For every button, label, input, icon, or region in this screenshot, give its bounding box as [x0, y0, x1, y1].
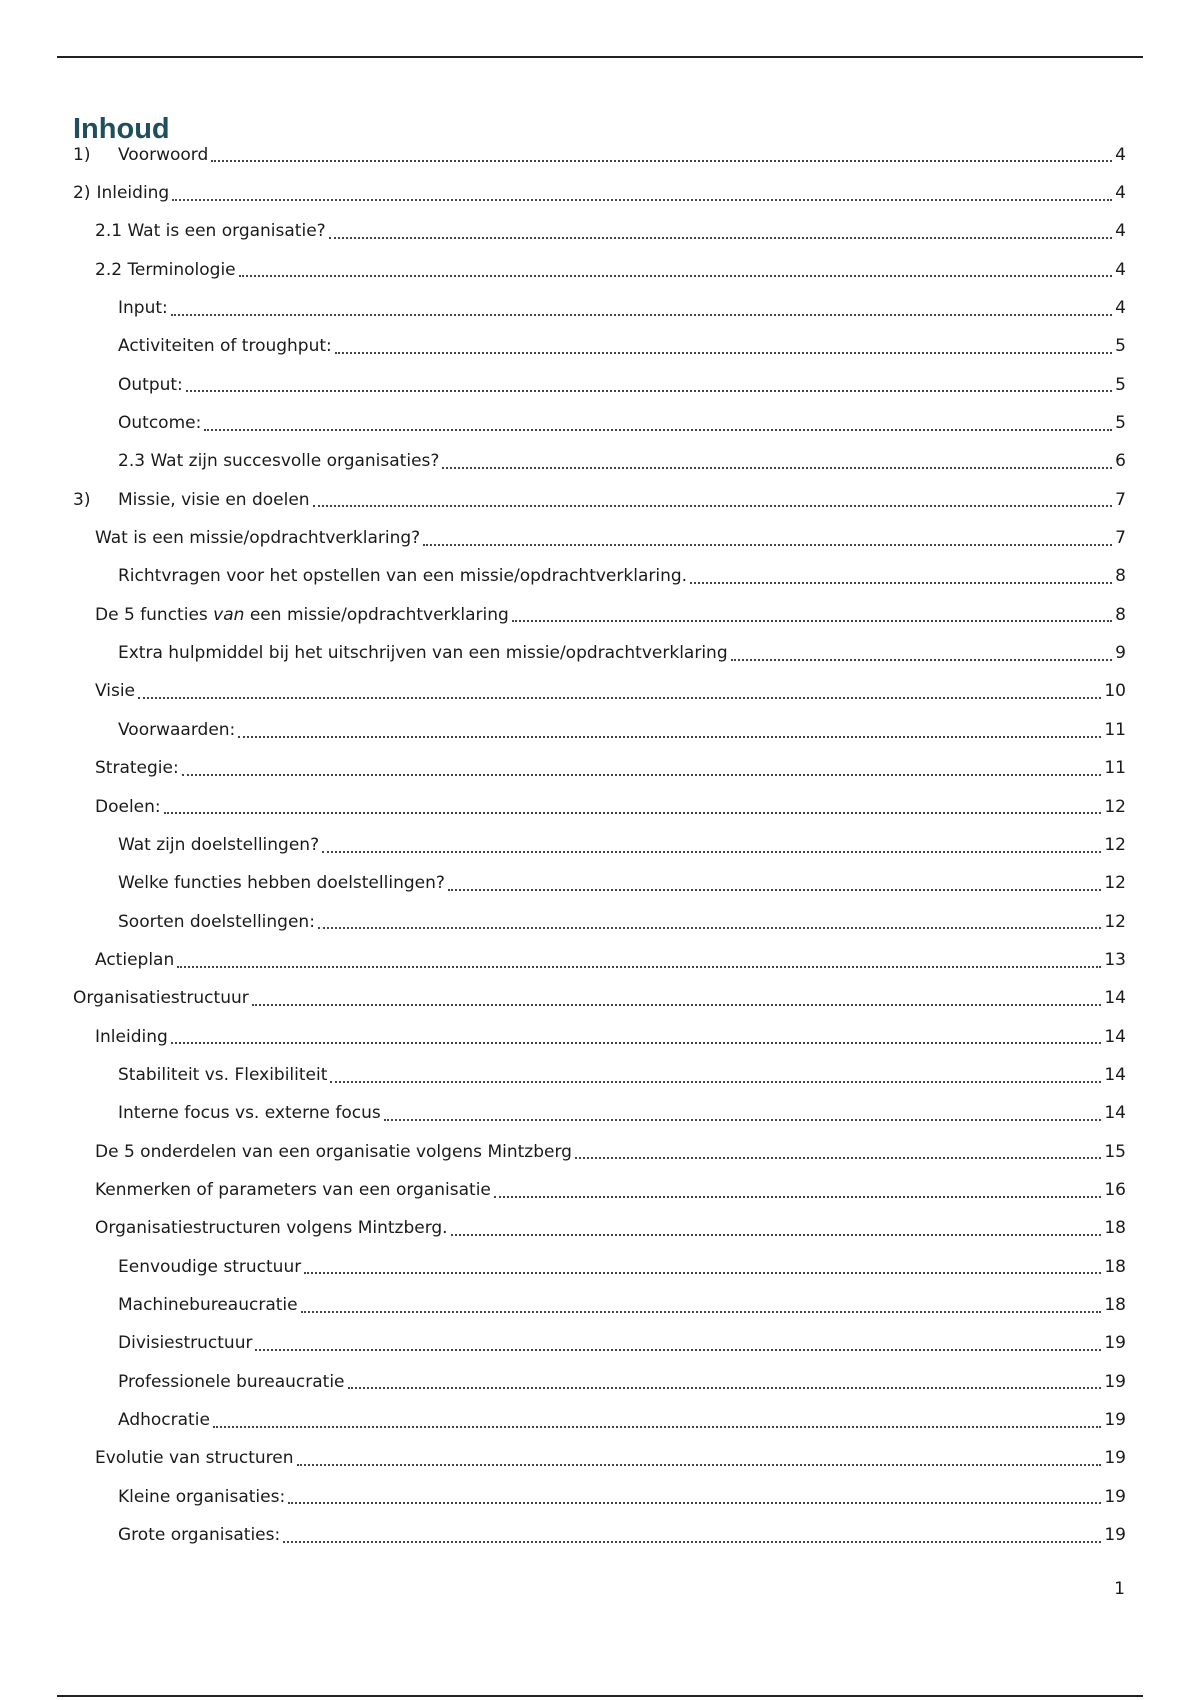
- toc-entry[interactable]: [73, 1056, 1126, 1094]
- toc-entry[interactable]: [73, 366, 1126, 404]
- toc-entry[interactable]: [73, 289, 1126, 327]
- dot-leader: [318, 927, 1101, 929]
- dot-leader: [204, 429, 1112, 431]
- toc-entry-label: Voorwoord: [118, 144, 209, 165]
- dot-leader: [448, 889, 1101, 891]
- dot-leader: [164, 812, 1102, 814]
- toc-entry-label-emphasis: van: [213, 604, 245, 625]
- toc-entry[interactable]: [73, 1478, 1126, 1516]
- toc-entry-page: 19: [1104, 1333, 1126, 1354]
- toc-entry[interactable]: [73, 673, 1126, 711]
- toc-entry-page: 6: [1115, 451, 1126, 472]
- toc-entry-page: 10: [1104, 681, 1126, 702]
- toc-entry[interactable]: [73, 404, 1126, 442]
- toc-entry-page: 18: [1104, 1294, 1126, 1315]
- toc-entry[interactable]: [73, 519, 1126, 557]
- toc-entry-page: 14: [1104, 1064, 1126, 1085]
- dot-leader: [171, 314, 1112, 316]
- toc-entry-page: 4: [1115, 259, 1126, 280]
- toc-entry-page: 19: [1104, 1448, 1126, 1469]
- toc-entry[interactable]: [73, 1210, 1126, 1248]
- dot-leader: [313, 505, 1113, 507]
- toc-entry[interactable]: [73, 443, 1126, 481]
- toc-entry-page: 4: [1115, 183, 1126, 204]
- toc-entry-label: Wat is een missie/opdrachtverklaring?: [95, 528, 421, 549]
- toc-entry-label: Kenmerken of parameters van een organisatie: [95, 1179, 491, 1200]
- dot-leader: [182, 774, 1102, 776]
- page-number: 1: [1114, 1579, 1125, 1599]
- bottom-rule: [57, 1695, 1143, 1697]
- dot-leader: [575, 1157, 1101, 1159]
- toc-entry-page: 18: [1104, 1218, 1126, 1239]
- toc-entry-label: Interne focus vs. externe focus: [118, 1103, 381, 1124]
- toc-entry-label: Welke functies hebben doelstellingen?: [118, 873, 445, 894]
- dot-leader: [255, 1349, 1101, 1351]
- toc-entry-page: 8: [1115, 566, 1126, 587]
- toc-entry-label: Output:: [118, 374, 183, 395]
- toc-entry-label: Organisatiestructuur: [73, 988, 249, 1009]
- dot-leader: [348, 1387, 1102, 1389]
- toc-entry-label: Strategie:: [95, 758, 179, 779]
- dot-leader: [335, 352, 1112, 354]
- toc-entry[interactable]: [73, 1516, 1126, 1554]
- toc-entry[interactable]: [73, 174, 1126, 212]
- dot-leader: [138, 697, 1101, 699]
- toc-entry[interactable]: [73, 596, 1126, 634]
- toc-entry-label: Wat zijn doelstellingen?: [118, 834, 320, 855]
- dot-leader: [283, 1541, 1101, 1543]
- dot-leader: [211, 160, 1112, 162]
- dot-leader: [186, 390, 1112, 392]
- toc-entry[interactable]: [73, 481, 1126, 519]
- toc-entry[interactable]: [73, 251, 1126, 289]
- dot-leader: [442, 467, 1112, 469]
- dot-leader: [494, 1196, 1101, 1198]
- toc-entry-label: Actieplan: [95, 949, 175, 970]
- toc-entry[interactable]: [73, 136, 1126, 174]
- toc-entry-page: 8: [1115, 604, 1126, 625]
- toc-entry-page: 12: [1104, 834, 1126, 855]
- toc-entry[interactable]: [73, 328, 1126, 366]
- toc-entry[interactable]: [73, 1440, 1126, 1478]
- toc-entry[interactable]: [73, 1401, 1126, 1439]
- dot-leader: [297, 1464, 1102, 1466]
- toc-entry-page: 4: [1115, 298, 1126, 319]
- toc-entry-number: 1): [73, 144, 91, 165]
- toc-entry-label: Organisatiestructuren volgens Mintzberg.: [95, 1218, 448, 1239]
- toc-entry-label: Soorten doelstellingen:: [118, 911, 315, 932]
- dot-leader: [512, 620, 1112, 622]
- toc-entry-label: Visie: [95, 681, 136, 702]
- toc-entry-label: Voorwaarden:: [118, 719, 236, 740]
- toc-entry[interactable]: [73, 865, 1126, 903]
- toc-entry-label: Eenvoudige structuur: [118, 1256, 302, 1277]
- dot-leader: [252, 1004, 1102, 1006]
- toc-entry-page: 13: [1104, 949, 1126, 970]
- dot-leader: [731, 659, 1113, 661]
- toc-entry-label: Professionele bureaucratie: [118, 1371, 345, 1392]
- toc-entry-label: Adhocratie: [118, 1410, 210, 1431]
- toc-entry-number: 2): [73, 183, 91, 204]
- toc-entry-page: 12: [1104, 796, 1126, 817]
- toc-entry-label: Input:: [118, 298, 168, 319]
- toc-entry-page: 19: [1104, 1486, 1126, 1507]
- toc-entry-label: Divisiestructuur: [118, 1333, 253, 1354]
- table-of-contents: [73, 136, 1126, 1555]
- toc-entry[interactable]: [73, 941, 1126, 979]
- toc-entry-page: 12: [1104, 911, 1126, 932]
- toc-entry-page: 11: [1104, 719, 1126, 740]
- dot-leader: [329, 237, 1113, 239]
- toc-title: Inhoud: [73, 113, 170, 146]
- dot-leader: [423, 544, 1112, 546]
- toc-entry-label: Inleiding: [96, 183, 170, 204]
- toc-entry-page: 19: [1104, 1410, 1126, 1431]
- toc-entry-page: 14: [1104, 988, 1126, 1009]
- top-rule: [57, 56, 1143, 58]
- toc-entry-label: Richtvragen voor het opstellen van een missie/opdrachtverklaring.: [118, 566, 688, 587]
- toc-entry-label: Evolutie van structuren: [95, 1448, 294, 1469]
- dot-leader: [288, 1502, 1101, 1504]
- toc-entry-label: De 5 onderdelen van een organisatie volgens Mintzberg: [95, 1141, 572, 1162]
- toc-entry-page: 5: [1115, 336, 1126, 357]
- toc-entry[interactable]: [73, 1363, 1126, 1401]
- toc-entry[interactable]: [73, 1018, 1126, 1056]
- toc-entry[interactable]: [73, 213, 1126, 251]
- dot-leader: [171, 1042, 1102, 1044]
- toc-entry-label: Outcome:: [118, 413, 202, 434]
- toc-entry-page: 7: [1115, 489, 1126, 510]
- toc-entry-label: 2.3 Wat zijn succesvolle organisaties?: [118, 451, 440, 472]
- toc-entry[interactable]: [73, 1325, 1126, 1363]
- toc-entry-page: 7: [1115, 528, 1126, 549]
- dot-leader: [304, 1272, 1101, 1274]
- dot-leader: [177, 966, 1101, 968]
- toc-entry-label: 2.1 Wat is een organisatie?: [95, 221, 326, 242]
- toc-entry-label: [95, 604, 509, 625]
- dot-leader: [301, 1311, 1102, 1313]
- toc-entry[interactable]: [73, 634, 1126, 672]
- toc-entry[interactable]: [73, 1171, 1126, 1209]
- toc-entry-page: 12: [1104, 873, 1126, 894]
- dot-leader: [384, 1119, 1102, 1121]
- dot-leader: [451, 1234, 1102, 1236]
- toc-entry-page: 4: [1115, 144, 1126, 165]
- toc-entry-label: Activiteiten of troughput:: [118, 336, 332, 357]
- dot-leader: [213, 1426, 1101, 1428]
- toc-entry-label: Kleine organisaties:: [118, 1486, 286, 1507]
- dot-leader: [330, 1081, 1101, 1083]
- toc-entry-label: Stabiliteit vs. Flexibiliteit: [118, 1064, 328, 1085]
- dot-leader: [322, 851, 1101, 853]
- toc-entry-label-part: De 5 functies: [95, 604, 214, 625]
- dot-leader: [238, 736, 1101, 738]
- toc-entry-page: 18: [1104, 1256, 1126, 1277]
- toc-entry[interactable]: [73, 980, 1126, 1018]
- toc-entry[interactable]: [73, 1248, 1126, 1286]
- toc-entry-page: 19: [1104, 1525, 1126, 1546]
- toc-entry-page: 14: [1104, 1103, 1126, 1124]
- toc-entry-label: Doelen:: [95, 796, 161, 817]
- dot-leader: [690, 582, 1112, 584]
- toc-entry-page: 16: [1104, 1179, 1126, 1200]
- toc-entry[interactable]: [73, 788, 1126, 826]
- toc-entry-page: 19: [1104, 1371, 1126, 1392]
- toc-entry-label: Machinebureaucratie: [118, 1294, 298, 1315]
- toc-entry-label: Inleiding: [95, 1026, 168, 1047]
- toc-entry-label: 2.2 Terminologie: [95, 259, 236, 280]
- toc-entry[interactable]: [73, 558, 1126, 596]
- toc-entry[interactable]: [73, 1095, 1126, 1133]
- toc-entry[interactable]: [73, 1133, 1126, 1171]
- dot-leader: [172, 199, 1112, 201]
- toc-entry-label: Missie, visie en doelen: [118, 489, 310, 510]
- dot-leader: [239, 275, 1113, 277]
- toc-entry-page: 14: [1104, 1026, 1126, 1047]
- toc-entry-page: 4: [1115, 221, 1126, 242]
- toc-entry-page: 5: [1115, 413, 1126, 434]
- toc-entry[interactable]: [73, 750, 1126, 788]
- toc-entry-number: 3): [73, 489, 91, 510]
- toc-entry-page: 5: [1115, 374, 1126, 395]
- toc-entry-page: 15: [1104, 1141, 1126, 1162]
- toc-entry-page: 11: [1104, 758, 1126, 779]
- toc-entry[interactable]: [73, 826, 1126, 864]
- toc-entry-label: Grote organisaties:: [118, 1525, 281, 1546]
- toc-entry-label-part: een missie/opdrachtverklaring: [244, 604, 509, 625]
- toc-entry[interactable]: [73, 711, 1126, 749]
- toc-entry[interactable]: [73, 903, 1126, 941]
- toc-entry-label: Extra hulpmiddel bij het uitschrijven van een missie/opdrachtverklaring: [118, 643, 728, 664]
- toc-entry[interactable]: [73, 1286, 1126, 1324]
- toc-entry-page: 9: [1115, 643, 1126, 664]
